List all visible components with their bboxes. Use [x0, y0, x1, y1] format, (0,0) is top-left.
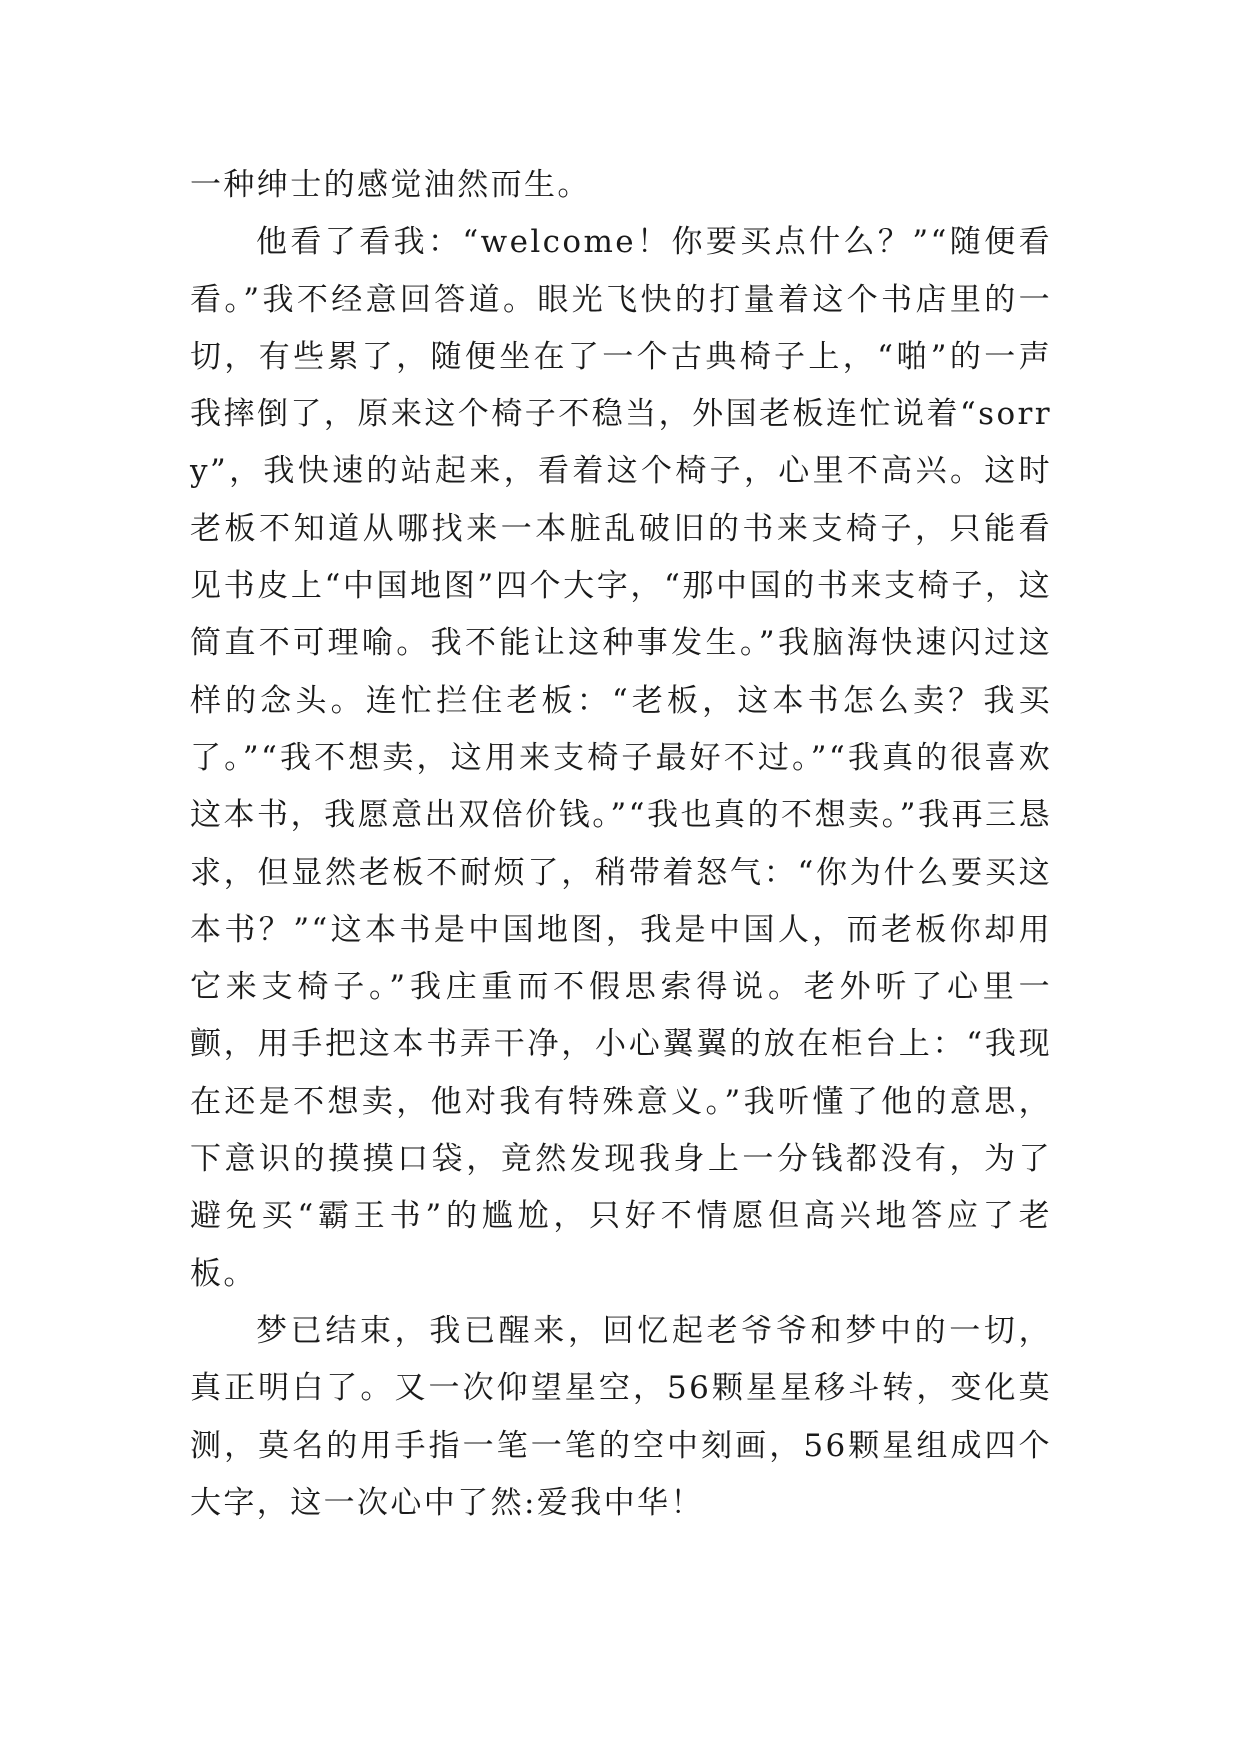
- paragraph-3: 梦已结束，我已醒来，回忆起老爷爷和梦中的一切，真正明白了。又一次仰望星空，56颗星星移斗转，变化莫测，莫名的用手指一笔一笔的空中刻画，56颗星组成四个大字，这一次心中了然:爱我中华！: [190, 1312, 1052, 1521]
- body-text: [190, 157, 1052, 1532]
- paragraph-2: 他看了看我：“welcome！你要买点什么？”“随便看看。”我不经意回答道。眼光飞快的打量着这个书店里的一切，有些累了，随便坐在了一个古典椅子上，“啪”的一声我摔倒了，原来这个椅子不稳当，外国老板连忙说着“sorry”，我快速的站起来，看着这个椅子，心里不高兴。这时老板不知道从哪找来一本脏乱破旧的书来支椅子，只能看见书皮上“中国地图”四个大字，“那中国的书来支椅子，这简直不可理喻。我不能让这种事发生。”我脑海快速闪过这样的念头。连忙拦住老板：“老板，这本书怎么卖？我买了。”“我不想卖，这用来支椅子最好不过。”“我真的很喜欢这本书，我愿意出双倍价钱。”“我也真的不想卖。”我再三恳求，但显然老板不耐烦了，稍带着怒气：“你为什么要买这本书？”“这本书是中国地图，我是中国人，而老板你却用它来支椅子。”我庄重而不假思索得说。老外听了心里一颤，用手把这本书弄干净，小心翼翼的放在柜台上：“我现在还是不想卖，他对我有特殊意义。”我听懂了他的意思，下意识的摸摸口袋，竟然发现我身上一分钱都没有，为了避免买“霸王书”的尴尬，只好不情愿但高兴地答应了老板。: [190, 224, 1052, 1292]
- paragraph-1: 一种绅士的感觉油然而生。: [190, 167, 591, 203]
